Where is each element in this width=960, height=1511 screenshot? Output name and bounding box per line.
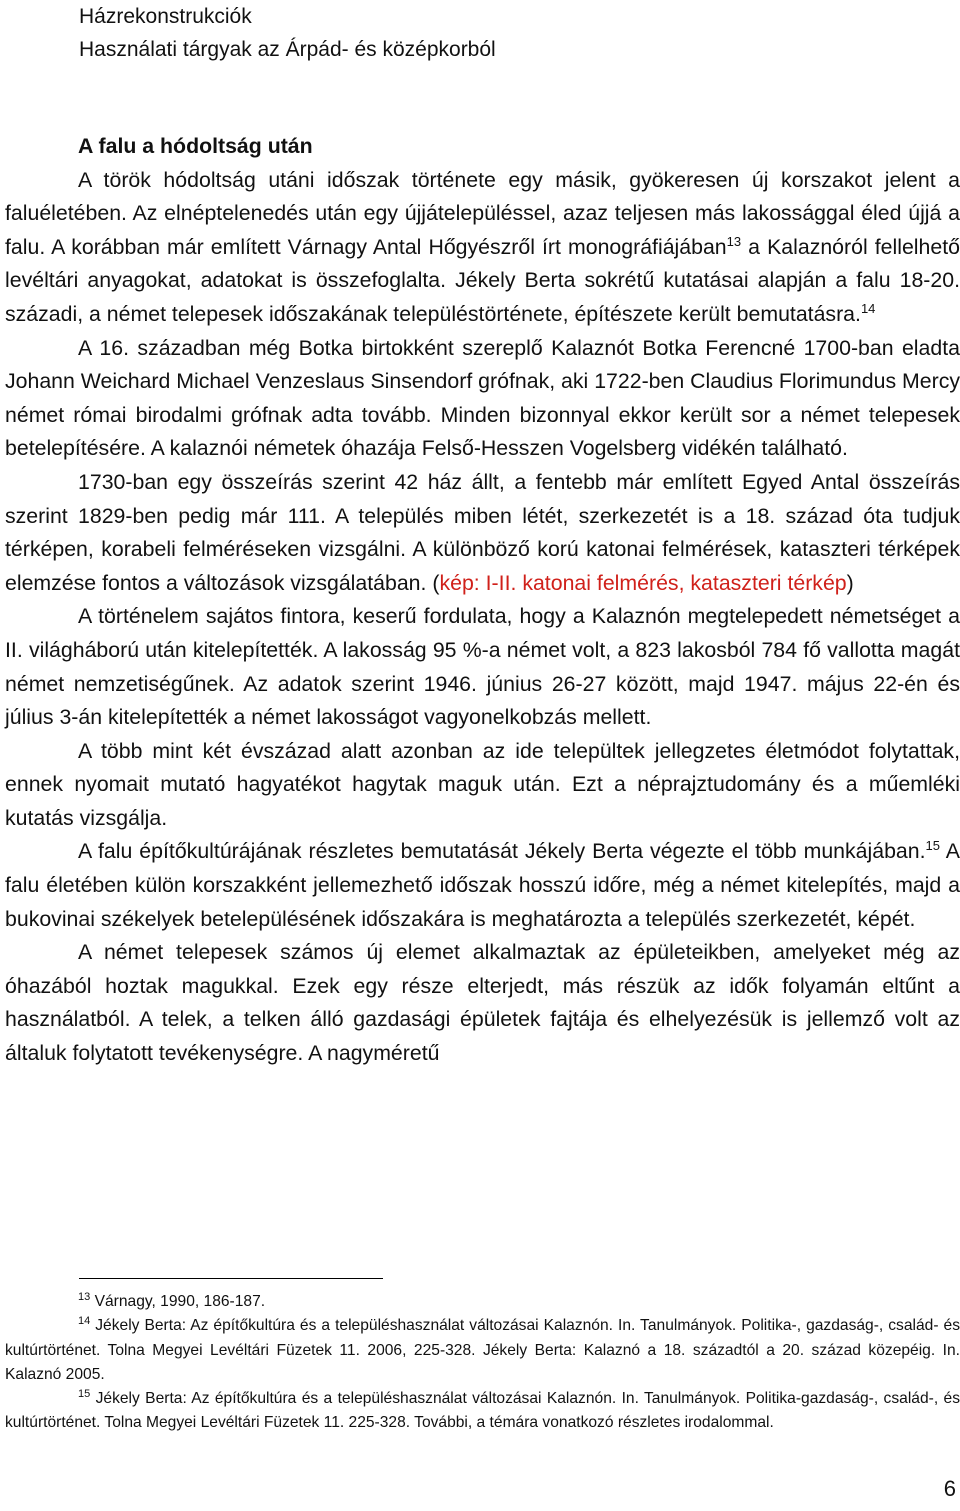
paragraph-1-part-b: a Kalaznóról fellelhető levéltári anyagokat, adatokat is összefoglalta. Jékely Berta sokrétű kutatásai alapján a falu 18-20. századi, a német telepesek időszakának településtörténete, építészete került bemutatásra. (5, 234, 960, 326)
header-title: Házrekonstrukciók (79, 5, 252, 28)
footnote-text: Jékely Berta: Az építőkultúra és a településhasználat változásai Kalaznón. In. Tanulmányok. Politika-gazdaság-, család-, és kultúrtörténet. Tolna Megyei Levéltári Füzetek 11. 225-328. További, a témára vonatkozó részletes irodalommal. (5, 1390, 960, 1432)
paragraph-6-part-b: A falu életében külön korszakként jellemezhető időszak hosszú időre, még a német kitelepítés, majd a bukovinai székelyek betelepülésének időszakára is meghatározta a település szerkezetét, képét. (5, 839, 960, 931)
footnote-number: 14 (78, 1315, 91, 1328)
footnote-ref-15: 15 (925, 838, 940, 854)
footnote-number: 13 (78, 1290, 91, 1303)
page-number: 6 (943, 1476, 956, 1501)
paragraph-1 (5, 164, 960, 332)
footnote-number: 15 (78, 1388, 91, 1400)
footnote-ref-13: 13 (726, 233, 742, 249)
footnote-separator (79, 1278, 383, 1279)
footnote-text: Jékely Berta: Az építőkultúra és a településhasználat változásai Kalaznón. In. Tanulmányok. Politika-, gazdaság-, család- és kultúrtörténet. Tolna Megyei Levéltári Füzetek 11. 2006, 225-328. Jékely Berta: Kalaznó a 18. századtól a 20. század közepéig. In. Kalaznó 2005. (5, 1317, 960, 1383)
footnote-15 (5, 1387, 960, 1436)
footnotes (5, 1290, 960, 1436)
paragraph-3 (5, 466, 960, 600)
section-heading: A falu a hódoltság után (78, 134, 313, 158)
footnote-ref-14: 14 (860, 300, 876, 316)
paragraph-2: A 16. században még Botka birtokként szereplő Kalaznót Botka Ferencné 1700-ban eladta Johann Weichard Michael Venzeslaus Sinsendorf grófnak, aki 1722-ben Claudius Florimundus Mercy német római birodalmi grófnak adta tovább. Minden bizonnyal ekkor került sor a német telepesek betelepítésére. A kalaznói németek óhazája Felső-Hesszen Vogelsberg vidékén található. (5, 335, 960, 461)
footnote-13 (5, 1290, 960, 1314)
paren-open: ( (426, 570, 440, 595)
document-body (5, 130, 960, 1071)
paragraph-1-part-a: A török hódoltság utáni időszak története egy másik, gyökeresen új korszakot jelent a faluéletében. Az elnéptelenedés után egy újjátelepüléssel, azaz teljesen más lakossággal éled újjá a falu. A korábban már említett Várnagy Antal Hőgyészről írt monográfiájában (5, 167, 960, 259)
paren-close: ) (846, 570, 854, 595)
paragraph-5: A több mint két évszázad alatt azonban az ide települtek jellegzetes életmódot folytattak, ennek nyomait mutató hagyatékot hagytak maguk után. Ezt a néprajztudomány és a műemléki kutatás vizsgálja. (5, 738, 960, 830)
footnote-14 (5, 1314, 960, 1387)
running-header (79, 0, 496, 66)
paragraph-4: A történelem sajátos fintora, keserű fordulata, hogy a Kalaznón megtelepedett németséget a II. világháború után kitelepítették. A lakosság 95 %-a német volt, a 823 lakosból 784 fő vallotta magát német nemzetiségűnek. Az adatok szerint 1946. június 26-27 között, majd 1947. május 22-én és július 3-án kitelepítették a német lakosságot vagyonelkobzás mellett. (5, 604, 960, 730)
paragraph-6 (5, 835, 960, 936)
paragraph-7: A német telepesek számos új elemet alkalmaztak az épületeikben, amelyeket még az óhazából hoztak magukkal. Ezek egy része elterjedt, más részük az idők folyamán eltűnt a használatból. A telek, a telken álló gazdasági épületek fajtája és elhelyezésük is jellemző volt az általuk folytatott tevékenységre. A nagyméretű (5, 940, 960, 1066)
header-subtitle: Használati tárgyak az Árpád- és középkorból (79, 38, 496, 61)
image-reference: kép: I-II. katonai felmérés, kataszteri térkép (439, 570, 847, 595)
footnote-text: Várnagy, 1990, 186-187. (90, 1293, 266, 1310)
paragraph-6-part-a: A falu építőkultúrájának részletes bemutatását Jékely Berta végezte el több munkájában. (78, 839, 926, 864)
paragraph-3-text: 1730-ban egy összeírás szerint 42 ház állt, a fentebb már említett Egyed Antal összeírás szerint 1829-ben pedig már 111. A település miben létét, szerkezetét is a 18. század óta tudjuk térképen, korabeli felméréseken vizsgálni. A különböző korú katonai felmérések, kataszteri térképek elemzése fontos a változások vizsgálatában. (5, 469, 960, 595)
